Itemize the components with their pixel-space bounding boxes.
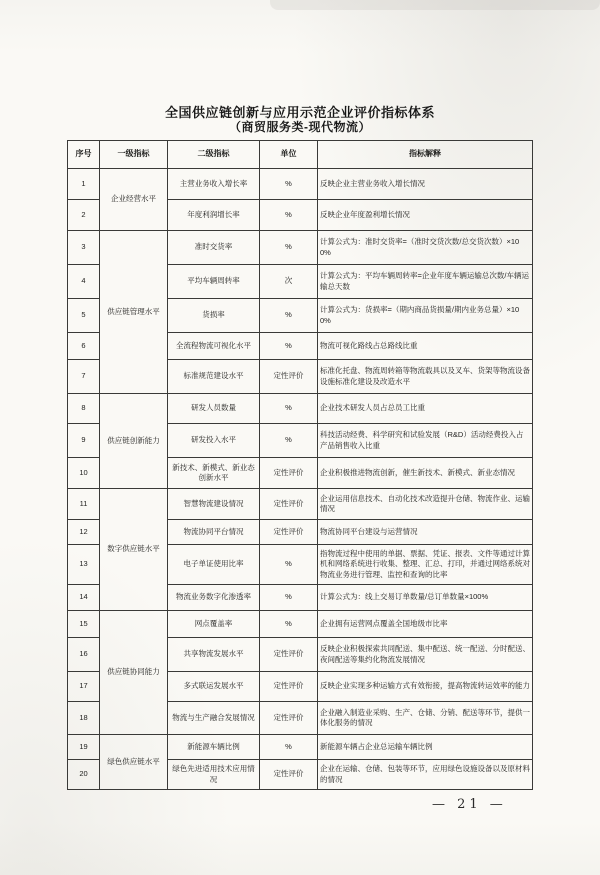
row-number-cell: 5 xyxy=(68,299,100,333)
unit-cell: 定性评价 xyxy=(260,360,318,394)
unit-cell: % xyxy=(260,585,318,611)
table-row xyxy=(68,169,533,200)
explanation-cell: 企业在运输、仓储、包装等环节，应用绿色设施设备以及原材料的情况 xyxy=(318,760,533,790)
page-title xyxy=(0,105,600,134)
header-cell-no: 序号 xyxy=(68,141,100,169)
level1-indicator-cell: 企业经营水平 xyxy=(100,169,168,231)
level2-indicator-cell: 研发人员数量 xyxy=(168,394,260,424)
row-number-cell: 16 xyxy=(68,638,100,672)
page-title-line2: （商贸服务类-现代物流） xyxy=(229,120,371,134)
level2-indicator-cell: 多式联运发展水平 xyxy=(168,672,260,702)
unit-cell: 定性评价 xyxy=(260,638,318,672)
header-cell-explanation: 指标解释 xyxy=(318,141,533,169)
table-row xyxy=(68,735,533,760)
page-title-line1: 全国供应链创新与应用示范企业评价指标体系 xyxy=(164,105,435,120)
explanation-cell: 企业融入制造业采购、生产、仓储、分销、配送等环节，提供一体化服务的情况 xyxy=(318,702,533,735)
row-number-cell: 15 xyxy=(68,611,100,638)
level2-indicator-cell: 物流协同平台情况 xyxy=(168,520,260,545)
row-number-cell: 11 xyxy=(68,489,100,520)
unit-cell: % xyxy=(260,394,318,424)
unit-cell: % xyxy=(260,299,318,333)
table-row xyxy=(68,394,533,424)
unit-cell: 次 xyxy=(260,265,318,299)
level2-indicator-cell: 电子单证使用比率 xyxy=(168,545,260,585)
unit-cell: 定性评价 xyxy=(260,458,318,489)
explanation-cell: 企业运用信息技术、自动化技术改造提升仓储、物流作业、运输情况 xyxy=(318,489,533,520)
table-row xyxy=(68,489,533,520)
explanation-cell: 物流可视化路线占总路线比重 xyxy=(318,333,533,360)
row-number-cell: 3 xyxy=(68,231,100,265)
explanation-cell: 企业技术研发人员占总员工比重 xyxy=(318,394,533,424)
header-cell-level2: 二级指标 xyxy=(168,141,260,169)
level1-indicator-cell: 绿色供应链水平 xyxy=(100,735,168,790)
unit-cell: 定性评价 xyxy=(260,489,318,520)
level2-indicator-cell: 共享物流发展水平 xyxy=(168,638,260,672)
row-number-cell: 13 xyxy=(68,545,100,585)
table-row xyxy=(68,231,533,265)
header-cell-unit: 单位 xyxy=(260,141,318,169)
explanation-cell: 标准化托盘、物流周转箱等物流载具以及叉车、货架等物流设备设施标准化建设及改造水平 xyxy=(318,360,533,394)
row-number-cell: 12 xyxy=(68,520,100,545)
explanation-cell: 指物流过程中使用的单据、票据、凭证、报表、文件等通过计算机和网络系统进行收集、整理、汇总、打印，并通过网络系统对物流业务进行管理、监控和查询的比率 xyxy=(318,545,533,585)
row-number-cell: 7 xyxy=(68,360,100,394)
unit-cell: % xyxy=(260,169,318,200)
level2-indicator-cell: 全流程物流可视化水平 xyxy=(168,333,260,360)
unit-cell: % xyxy=(260,545,318,585)
row-number-cell: 19 xyxy=(68,735,100,760)
level2-indicator-cell: 货损率 xyxy=(168,299,260,333)
unit-cell: % xyxy=(260,200,318,231)
level2-indicator-cell: 网点覆盖率 xyxy=(168,611,260,638)
unit-cell: 定性评价 xyxy=(260,520,318,545)
explanation-cell: 反映企业实现多种运输方式有效衔接，提高物流转运效率的能力 xyxy=(318,672,533,702)
explanation-cell: 反映企业积极探索共同配送、集中配送、统一配送、分时配送、夜间配送等集约化物流发展情况 xyxy=(318,638,533,672)
level2-indicator-cell: 新技术、新模式、新业态创新水平 xyxy=(168,458,260,489)
table-row xyxy=(68,611,533,638)
row-number-cell: 9 xyxy=(68,424,100,458)
level1-indicator-cell: 供应链管理水平 xyxy=(100,231,168,394)
level2-indicator-cell: 物流业务数字化渗透率 xyxy=(168,585,260,611)
explanation-cell: 反映企业年度盈利增长情况 xyxy=(318,200,533,231)
row-number-cell: 4 xyxy=(68,265,100,299)
level1-indicator-cell: 供应链协同能力 xyxy=(100,611,168,735)
row-number-cell: 6 xyxy=(68,333,100,360)
explanation-cell: 企业拥有运营网点覆盖全国地级市比率 xyxy=(318,611,533,638)
unit-cell: 定性评价 xyxy=(260,702,318,735)
unit-cell: % xyxy=(260,424,318,458)
unit-cell: 定性评价 xyxy=(260,672,318,702)
explanation-cell: 计算公式为：线上交易订单数量/总订单数量×100% xyxy=(318,585,533,611)
row-number-cell: 18 xyxy=(68,702,100,735)
indicator-table xyxy=(67,140,533,790)
level2-indicator-cell: 主营业务收入增长率 xyxy=(168,169,260,200)
unit-cell: 定性评价 xyxy=(260,760,318,790)
explanation-cell: 计算公式为：平均车辆周转率=企业年度车辆运输总次数/车辆运输总天数 xyxy=(318,265,533,299)
level1-indicator-cell: 供应链创新能力 xyxy=(100,394,168,489)
explanation-cell: 科技活动经费、科学研究和试验发展（R&D）活动经费投入占产品销售收入比重 xyxy=(318,424,533,458)
level2-indicator-cell: 平均车辆周转率 xyxy=(168,265,260,299)
row-number-cell: 2 xyxy=(68,200,100,231)
page-number: — 21 — xyxy=(432,797,507,812)
level2-indicator-cell: 标准规范建设水平 xyxy=(168,360,260,394)
row-number-cell: 14 xyxy=(68,585,100,611)
explanation-cell: 企业积极推进物流创新，催生新技术、新模式、新业态情况 xyxy=(318,458,533,489)
level2-indicator-cell: 绿色先进适用技术应用情况 xyxy=(168,760,260,790)
explanation-cell: 计算公式为：货损率=（期内商品货损量/期内业务总量）×100% xyxy=(318,299,533,333)
row-number-cell: 1 xyxy=(68,169,100,200)
level1-indicator-cell: 数字供应链水平 xyxy=(100,489,168,611)
level2-indicator-cell: 准时交货率 xyxy=(168,231,260,265)
unit-cell: % xyxy=(260,735,318,760)
row-number-cell: 10 xyxy=(68,458,100,489)
row-number-cell: 20 xyxy=(68,760,100,790)
explanation-cell: 计算公式为：准时交货率=（准时交货次数/总交货次数）×100% xyxy=(318,231,533,265)
table-header-row xyxy=(68,141,533,169)
explanation-cell: 新能源车辆占企业总运输车辆比例 xyxy=(318,735,533,760)
explanation-cell: 反映企业主营业务收入增长情况 xyxy=(318,169,533,200)
level2-indicator-cell: 研发投入水平 xyxy=(168,424,260,458)
row-number-cell: 17 xyxy=(68,672,100,702)
unit-cell: % xyxy=(260,333,318,360)
header-cell-level1: 一级指标 xyxy=(100,141,168,169)
explanation-cell: 物流协同平台建设与运营情况 xyxy=(318,520,533,545)
scan-smudge xyxy=(270,0,600,10)
row-number-cell: 8 xyxy=(68,394,100,424)
unit-cell: % xyxy=(260,611,318,638)
level2-indicator-cell: 年度利润增长率 xyxy=(168,200,260,231)
unit-cell: % xyxy=(260,231,318,265)
level2-indicator-cell: 新能源车辆比例 xyxy=(168,735,260,760)
level2-indicator-cell: 智慧物流建设情况 xyxy=(168,489,260,520)
level2-indicator-cell: 物流与生产融合发展情况 xyxy=(168,702,260,735)
